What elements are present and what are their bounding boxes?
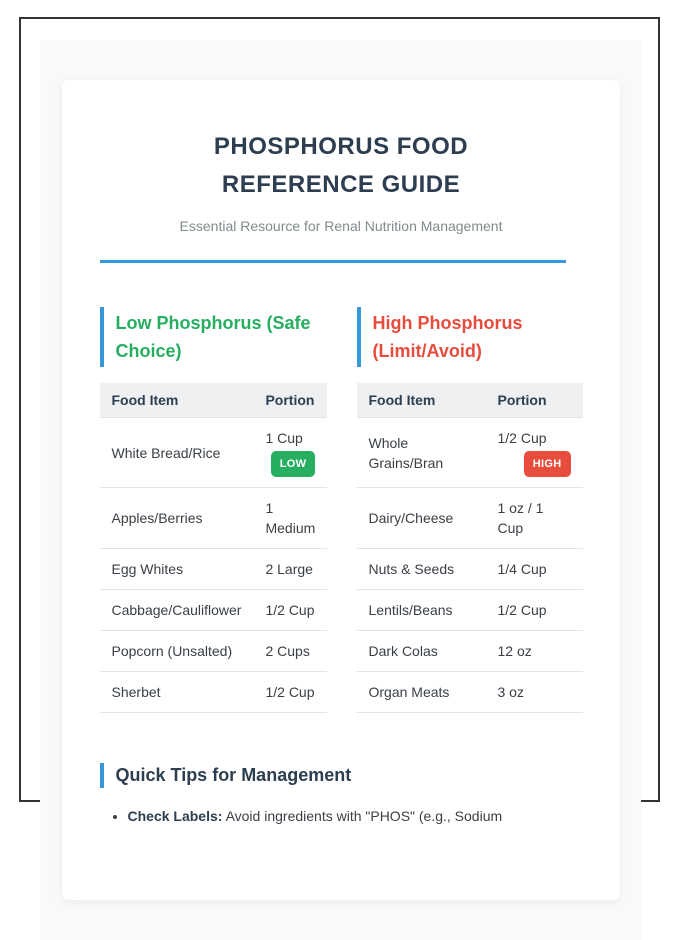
table-header-row [357,383,583,418]
food-item-cell: Cabbage/Cauliflower [100,590,254,631]
low-status-badge: LOW [271,451,316,477]
high-section-title: High Phosphorus (Limit/Avoid) [357,307,583,367]
low-phosphorus-table [100,383,328,713]
portion-cell [486,418,583,488]
page-background [40,40,641,940]
tips-section-title: Quick Tips for Management [100,763,583,788]
column-header-portion: Portion [486,383,583,418]
portion-value: 1/2 Cup [497,430,547,446]
low-phosphorus-section [100,307,325,713]
food-item-cell: Egg Whites [100,549,254,590]
column-header-food-item: Food Item [100,383,254,418]
food-item-cell: Dark Colas [357,631,486,672]
portion-cell: 1/2 Cup [253,672,327,713]
table-row [357,549,583,590]
food-item-cell: Sherbet [100,672,254,713]
table-row [100,549,328,590]
column-header-food-item: Food Item [357,383,486,418]
food-item-cell: Whole Grains/Bran [357,418,486,488]
tip-text: Avoid ingredients with "PHOS" (e.g., Sodium [225,808,503,824]
tip-item [128,806,583,826]
portion-cell: 1/4 Cup [486,549,583,590]
guide-card [62,80,620,900]
table-row [357,418,583,488]
food-item-cell: White Bread/Rice [100,418,254,488]
table-row [357,672,583,713]
table-row [100,631,328,672]
table-row [357,488,583,549]
table-row [100,590,328,631]
table-row [100,672,328,713]
page-subtitle: Essential Resource for Renal Nutrition Management [179,218,503,234]
portion-cell [253,418,327,488]
page-frame [19,17,660,824]
table-row [100,488,328,549]
high-phosphorus-section [357,307,583,713]
high-status-badge: HIGH [524,451,571,477]
portion-cell: 1/2 Cup [486,590,583,631]
portion-cell: 3 oz [486,672,583,713]
food-item-cell: Dairy/Cheese [357,488,486,549]
badge-container [498,451,571,477]
food-item-cell: Lentils/Beans [357,590,486,631]
table-row [357,631,583,672]
header-divider [100,260,566,263]
portion-cell: 12 oz [486,631,583,672]
high-phosphorus-table [357,383,583,713]
portion-value: 1 Cup [265,430,303,446]
column-header-portion: Portion [253,383,327,418]
food-item-cell: Nuts & Seeds [357,549,486,590]
food-item-cell: Popcorn (Unsalted) [100,631,254,672]
portion-cell: 1/2 Cup [253,590,327,631]
portion-cell: 2 Cups [253,631,327,672]
badge-container [265,451,315,477]
page-title: PHOSPHORUS FOOD REFERENCE GUIDE [213,133,469,198]
food-item-cell: Apples/Berries [100,488,254,549]
tables-container [100,307,583,713]
low-section-title: Low Phosphorus (Safe Choice) [100,307,325,367]
table-header-row [100,383,328,418]
portion-cell: 1 Medium [253,488,327,549]
portion-cell: 1 oz / 1 Cup [486,488,583,549]
table-row [357,590,583,631]
food-item-cell: Organ Meats [357,672,486,713]
portion-cell: 2 Large [253,549,327,590]
table-row [100,418,328,488]
tips-list [100,806,583,826]
tip-label: Check Labels: [127,808,223,824]
